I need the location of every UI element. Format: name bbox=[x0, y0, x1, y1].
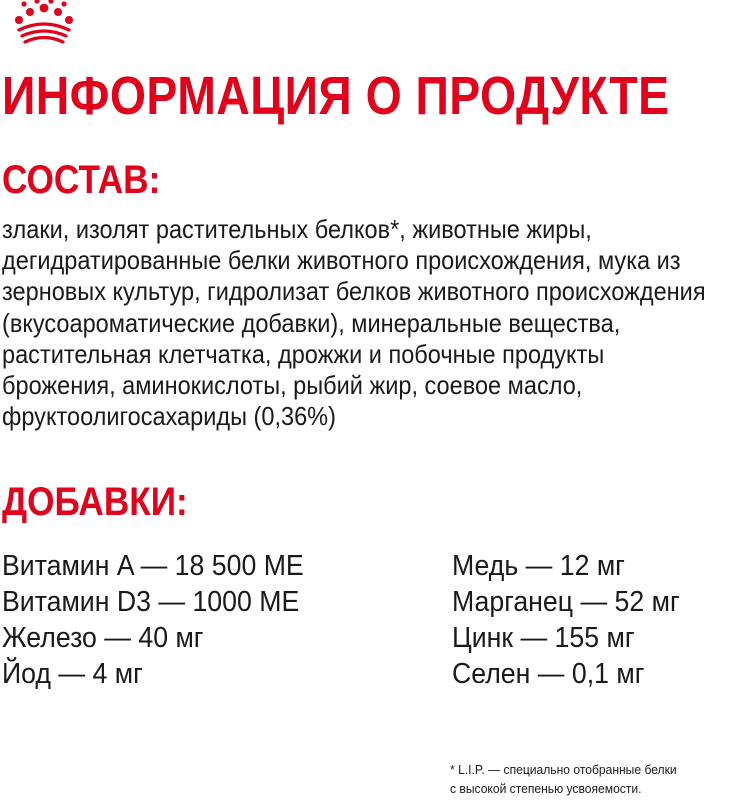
footnote-line: с высокой степенью усвояемости. bbox=[450, 781, 642, 796]
crown-icon bbox=[12, 0, 76, 44]
additive-item: Марганец — 52 мг bbox=[452, 586, 680, 618]
footnote-line: * L.I.P. — специально отобранные белки bbox=[450, 762, 677, 777]
footnote bbox=[450, 760, 729, 798]
additive-item: Цинк — 155 мг bbox=[452, 622, 635, 654]
additives-list-left bbox=[2, 548, 330, 692]
additive-item: Витамин D3 — 1000 МЕ bbox=[2, 586, 300, 618]
additive-item: Железо — 40 мг bbox=[2, 622, 204, 654]
additive-item: Йод — 4 мг bbox=[2, 658, 143, 690]
additive-item: Витамин A — 18 500 МЕ bbox=[2, 550, 304, 582]
additive-item: Селен — 0,1 мг bbox=[452, 658, 645, 690]
page-title: ИНФОРМАЦИЯ О ПРОДУКТЕ bbox=[2, 66, 670, 126]
additive-item: Медь — 12 мг bbox=[452, 550, 625, 582]
additives-list-right bbox=[452, 548, 700, 692]
composition-heading: СОСТАВ: bbox=[2, 158, 161, 202]
composition-text: злаки, изолят растительных белков*, животные жиры, дегидратированные белки животного происхождения, мука из зерновых культур, гидролизат белков животного происхождения (вкусоароматические добавки), минеральные вещества, растительная клетчатка, дрожжи и побочные продукты брожения, аминокислоты, рыбий жир, соевое масло, фруктоолигосахариды (0,36%) bbox=[2, 214, 706, 432]
additives-heading: ДОБАВКИ: bbox=[2, 480, 188, 524]
royal-canin-crown-logo bbox=[12, 0, 76, 44]
